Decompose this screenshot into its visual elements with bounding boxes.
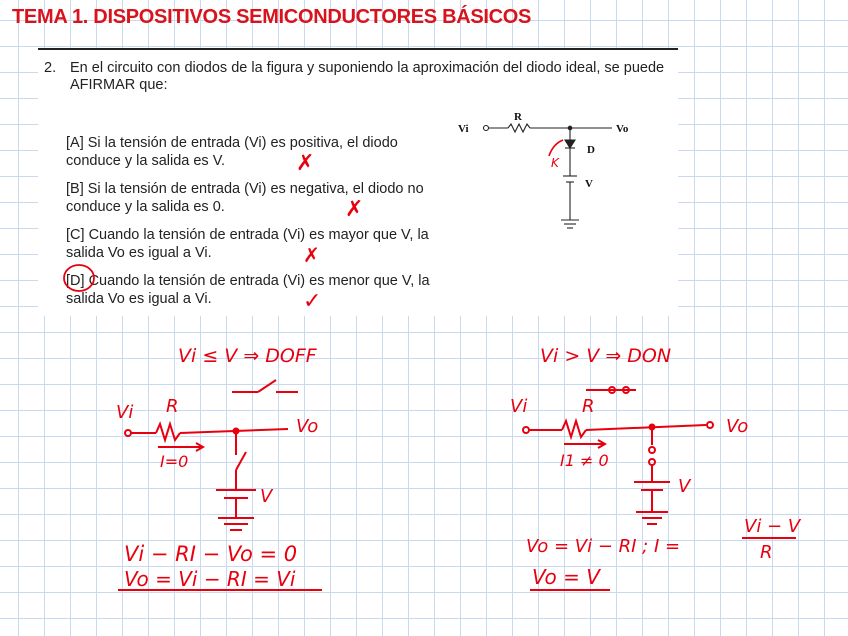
mark-d: ✓ [303,289,322,314]
option-b-label: [B] [66,181,84,197]
option-b-text: Si la tensión de entrada (Vi) es negativa, el diodo no conduce y la salida es 0. [66,181,424,215]
mark-c: ✗ [303,243,320,267]
page-title: TEMA 1. DISPOSITIVOS SEMICONDUCTORES BÁSICOS [12,6,532,28]
left-current-label: I=0 [160,452,189,471]
left-heading: Vi ≤ V ⇒ DOFF [178,345,317,367]
left-r-label: R [166,396,179,417]
right-vi-label: Vi [510,396,528,417]
mark-b: ✗ [345,197,364,222]
option-c-text: Cuando la tensión de entrada (Vi) es mayor que V, la salida Vo es igual a Vi. [66,227,429,261]
right-v-label: V [678,476,691,497]
option-d-text: Cuando la tensión de entrada (Vi) es menor que V, la salida Vo es igual a Vi. [66,273,430,307]
schematic-k-mark: K [551,156,559,170]
right-equation-2: Vo = V [532,565,600,589]
right-circuit [523,387,796,590]
schematic-d-label: D [587,144,595,156]
schematic-r-label: R [514,111,522,123]
option-c-label: [C] [66,227,85,243]
current-arrow-mark [549,140,563,156]
right-current-label: I1 ≠ 0 [560,451,609,470]
option-a-text: Si la tensión de entrada (Vi) es positiva, el diodo conduce y la salida es V. [66,135,398,169]
question-number: 2. [44,60,57,76]
right-vo-label: Vo [726,416,749,437]
right-equation-1: Vo = Vi − RI ; I = [526,536,681,557]
schematic-vi-label: Vi [458,123,469,135]
circuit-schematic [484,124,613,228]
left-v-label: V [260,486,273,507]
right-r-label: R [582,396,595,417]
mark-a: ✗ [296,151,315,176]
answer-circle [64,265,94,291]
left-vo-label: Vo [296,416,319,437]
left-equation-2: Vo = Vi − RI = Vi [124,567,296,591]
left-vi-label: Vi [116,402,134,423]
left-equation-1: Vi − RI − Vo = 0 [124,542,298,566]
right-heading: Vi > V ⇒ DON [540,345,672,367]
right-fraction-numerator: Vi − V [744,516,801,537]
option-d-label: [D] [66,273,85,289]
schematic-v-label: V [585,178,593,190]
right-fraction-denominator: R [760,542,773,563]
option-a-label: [A] [66,135,84,151]
schematic-vo-label: Vo [616,123,629,135]
question-text: En el circuito con diodos de la figura y suponiendo la aproximación del diodo ideal, se puede AFIRMAR que: [70,60,665,93]
